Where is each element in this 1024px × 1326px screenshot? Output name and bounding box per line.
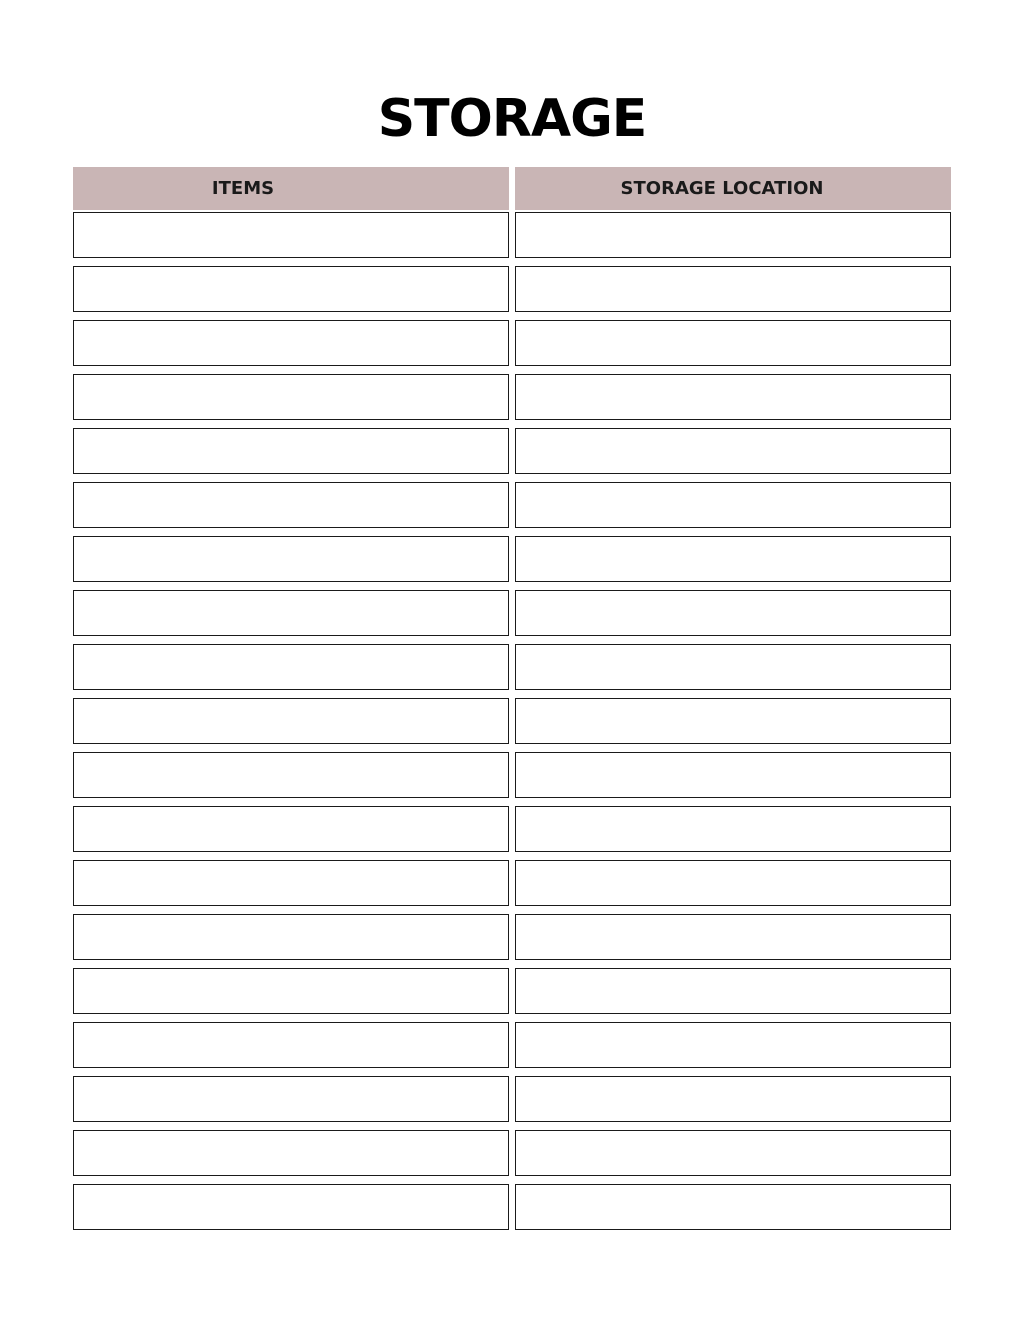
storage-location-cell[interactable] <box>515 320 951 366</box>
storage-location-cell[interactable] <box>515 1184 951 1230</box>
page-title: STORAGE <box>377 89 647 149</box>
items-cell[interactable] <box>73 968 509 1014</box>
items-cell[interactable] <box>73 374 509 420</box>
items-cell[interactable] <box>73 482 509 528</box>
storage-location-column-header: STORAGE LOCATION <box>515 167 951 210</box>
storage-location-cell[interactable] <box>515 860 951 906</box>
storage-location-cell[interactable] <box>515 1130 951 1176</box>
storage-location-cell[interactable] <box>515 698 951 744</box>
items-column <box>73 167 509 1238</box>
storage-location-cell[interactable] <box>515 536 951 582</box>
items-cell[interactable] <box>73 860 509 906</box>
storage-location-cell[interactable] <box>515 968 951 1014</box>
items-cell[interactable] <box>73 644 509 690</box>
items-cell[interactable] <box>73 752 509 798</box>
items-cell[interactable] <box>73 320 509 366</box>
items-column-header: ITEMS <box>73 167 509 210</box>
items-cell[interactable] <box>73 536 509 582</box>
items-rows <box>73 212 509 1230</box>
storage-location-cell[interactable] <box>515 428 951 474</box>
storage-location-cell[interactable] <box>515 806 951 852</box>
items-cell[interactable] <box>73 914 509 960</box>
items-cell[interactable] <box>73 590 509 636</box>
storage-location-column <box>515 167 951 1238</box>
storage-location-cell[interactable] <box>515 212 951 258</box>
storage-location-cell[interactable] <box>515 374 951 420</box>
storage-location-cell[interactable] <box>515 914 951 960</box>
items-cell[interactable] <box>73 1022 509 1068</box>
items-cell[interactable] <box>73 806 509 852</box>
items-cell[interactable] <box>73 428 509 474</box>
items-cell[interactable] <box>73 1130 509 1176</box>
items-cell[interactable] <box>73 1184 509 1230</box>
storage-location-cell[interactable] <box>515 1076 951 1122</box>
storage-location-cell[interactable] <box>515 266 951 312</box>
storage-location-cell[interactable] <box>515 482 951 528</box>
storage-location-cell[interactable] <box>515 590 951 636</box>
items-cell[interactable] <box>73 1076 509 1122</box>
items-cell[interactable] <box>73 212 509 258</box>
items-cell[interactable] <box>73 698 509 744</box>
storage-location-cell[interactable] <box>515 752 951 798</box>
storage-location-cell[interactable] <box>515 1022 951 1068</box>
storage-location-rows <box>515 212 951 1230</box>
items-cell[interactable] <box>73 266 509 312</box>
storage-location-cell[interactable] <box>515 644 951 690</box>
